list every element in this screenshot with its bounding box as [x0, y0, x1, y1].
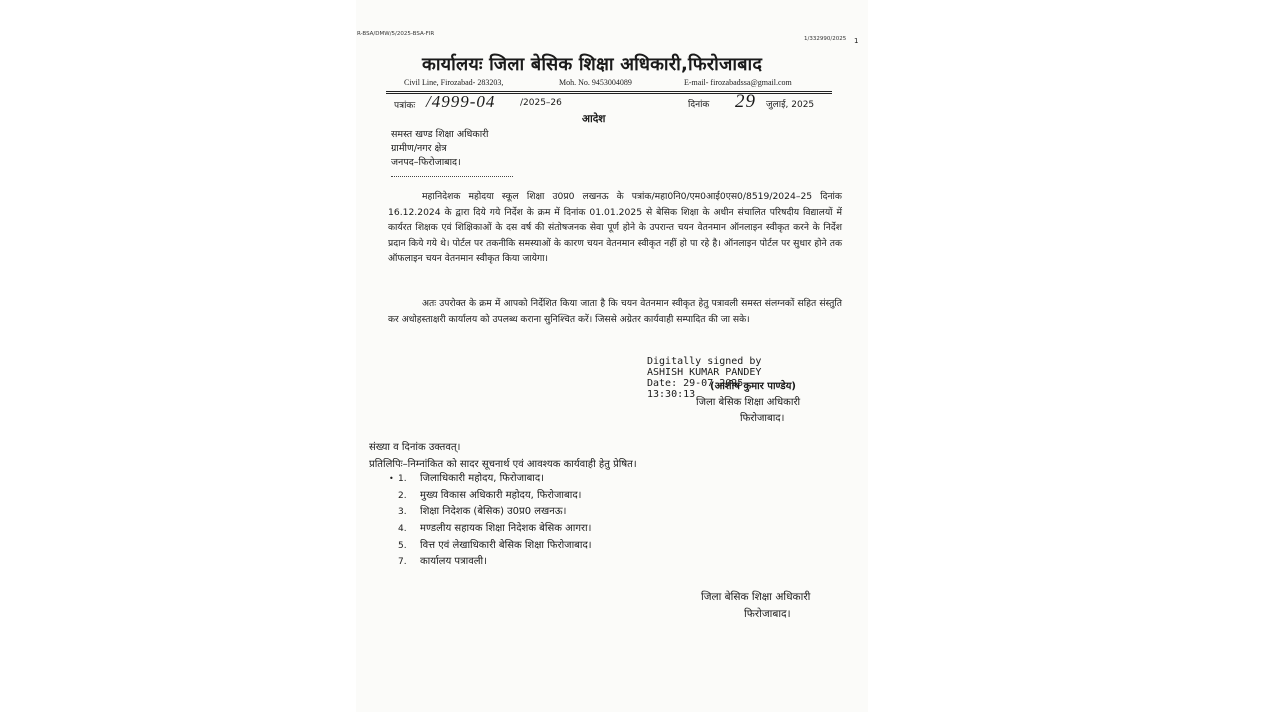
letter-number-handwritten: /4999-04 [426, 92, 496, 111]
copy-reference: संख्या व दिनांक उक्तवत्। [369, 442, 461, 453]
digital-signature-line: Digitally signed by [647, 356, 762, 367]
office-mobile: Moh. No. 9453004089 [559, 78, 632, 87]
copy-list [398, 471, 592, 571]
order-title: आदेश [582, 113, 606, 125]
bullet-mark: • [389, 474, 394, 483]
body-paragraph-1: महानिदेशक महोदया स्कूल शिक्षा उ0प्र0 लखनऊ के पत्रांक/महा0नि0/एम0आई0एस0/8519/2024–25 दिनांक 16.12.2024 के द्वारा दिये गये निर्देश के क्रम में दिनांक 01.01.2025 से बेसिक शिक्षा के अधीन संचालित परिषदीय विद्यालयों में कार्यरत शिक्षक एवं शिक्षिकाओं के दस वर्ष की संतोषजनक सेवा पूर्ण होने के उपरान्त चयन वेतनमान ऑनलाइन स्वीकृत करने के निर्देश प्रदान किये गये थे। पोर्टल पर तकनीकि समस्याओं के कारण चयन वेतनमान स्वीकृत नहीं हो पा रहे है। ऑनलाइन पोर्टल पर सुधार होने तक ऑफलाइन चयन वेतनमान स्वीकृत किया जायेगा। [388, 191, 842, 265]
bottom-designation: जिला बेसिक शिक्षा अधिकारी [701, 591, 811, 603]
copy-list-item: 5. वित्त एवं लेखाधिकारी बेसिक शिक्षा फिरोजाबाद। [398, 539, 592, 551]
office-email: E-mail- firozabadssa@gmail.com [684, 78, 792, 87]
copy-list-item: 7. कार्यालय पत्रावली। [398, 556, 487, 568]
signer-name: (आशीष कुमार पाण्डेय) [710, 381, 797, 392]
copy-list-item: 1. जिलाधिकारी महोदय, फिरोजाबाद। [398, 473, 544, 484]
digital-signature-line: Date: 29-07-2025 [647, 378, 744, 389]
signer-place: फिरोजाबाद। [740, 413, 785, 424]
bottom-place: फिरोजाबाद। [744, 608, 791, 620]
copy-list-item: 4. मण्डलीय सहायक शिक्षा निदेशक बेसिक आगरा। [398, 523, 592, 535]
office-address: Civil Line, Firozabad- 283203, [404, 78, 504, 87]
digital-signature-line: ASHISH KUMAR PANDEY [647, 367, 762, 378]
recipient-line: ग्रामीण/नगर क्षेत्र [391, 143, 447, 154]
copy-intro: प्रतिलिपिः–निम्नांकित को सादर सूचनार्थ एवं आवश्यक कार्यवाही हेतु प्रेषित। [369, 459, 637, 470]
digital-signature-line: 13:30:13 [647, 389, 696, 400]
copy-list-item: 3. शिक्षा निदेशक (बेसिक) उ0प्र0 लखनऊ। [398, 506, 567, 518]
date-month-year: जुलाई, 2025 [766, 100, 815, 110]
date-day-handwritten: 29 [735, 91, 756, 112]
recipient-line: जनपद–फिरोजाबाद। [391, 157, 461, 168]
recipient-underline [391, 176, 513, 177]
reference-code-right: 1/332990/2025 [804, 36, 847, 42]
document-page [356, 0, 868, 712]
body-paragraph-2: अतः उपरोक्त के क्रम में आपको निर्देशित किया जाता है कि चयन वेतनमान स्वीकृत हेतु पत्रावली समस्त संलग्नकों सहित संस्तुति कर अधोहस्ताक्षरी कार्यालय को उपलब्ध कराना सुनिश्चित करें। जिससे अग्रेतर कार्यवाही सम्पादित की जा सके। [388, 298, 842, 325]
recipient-line: समस्त खण्ड शिक्षा अधिकारी [391, 129, 489, 140]
page-mark: 1 [854, 37, 859, 45]
copy-list-item: 2. मुख्य विकास अधिकारी महोदय, फिरोजाबाद। [398, 489, 582, 501]
signer-designation: जिला बेसिक शिक्षा अधिकारी [696, 397, 801, 408]
letter-number-label: पत्रांकः [394, 101, 416, 111]
date-label: दिनांक [688, 100, 710, 110]
letter-number-year: /2025–26 [520, 98, 562, 108]
office-heading: कार्यालयः जिला बेसिक शिक्षा अधिकारी,फिरोजाबाद [422, 54, 763, 75]
reference-code-left: R-BSA/DMW/5/2025-BSA-FIR [357, 31, 435, 37]
